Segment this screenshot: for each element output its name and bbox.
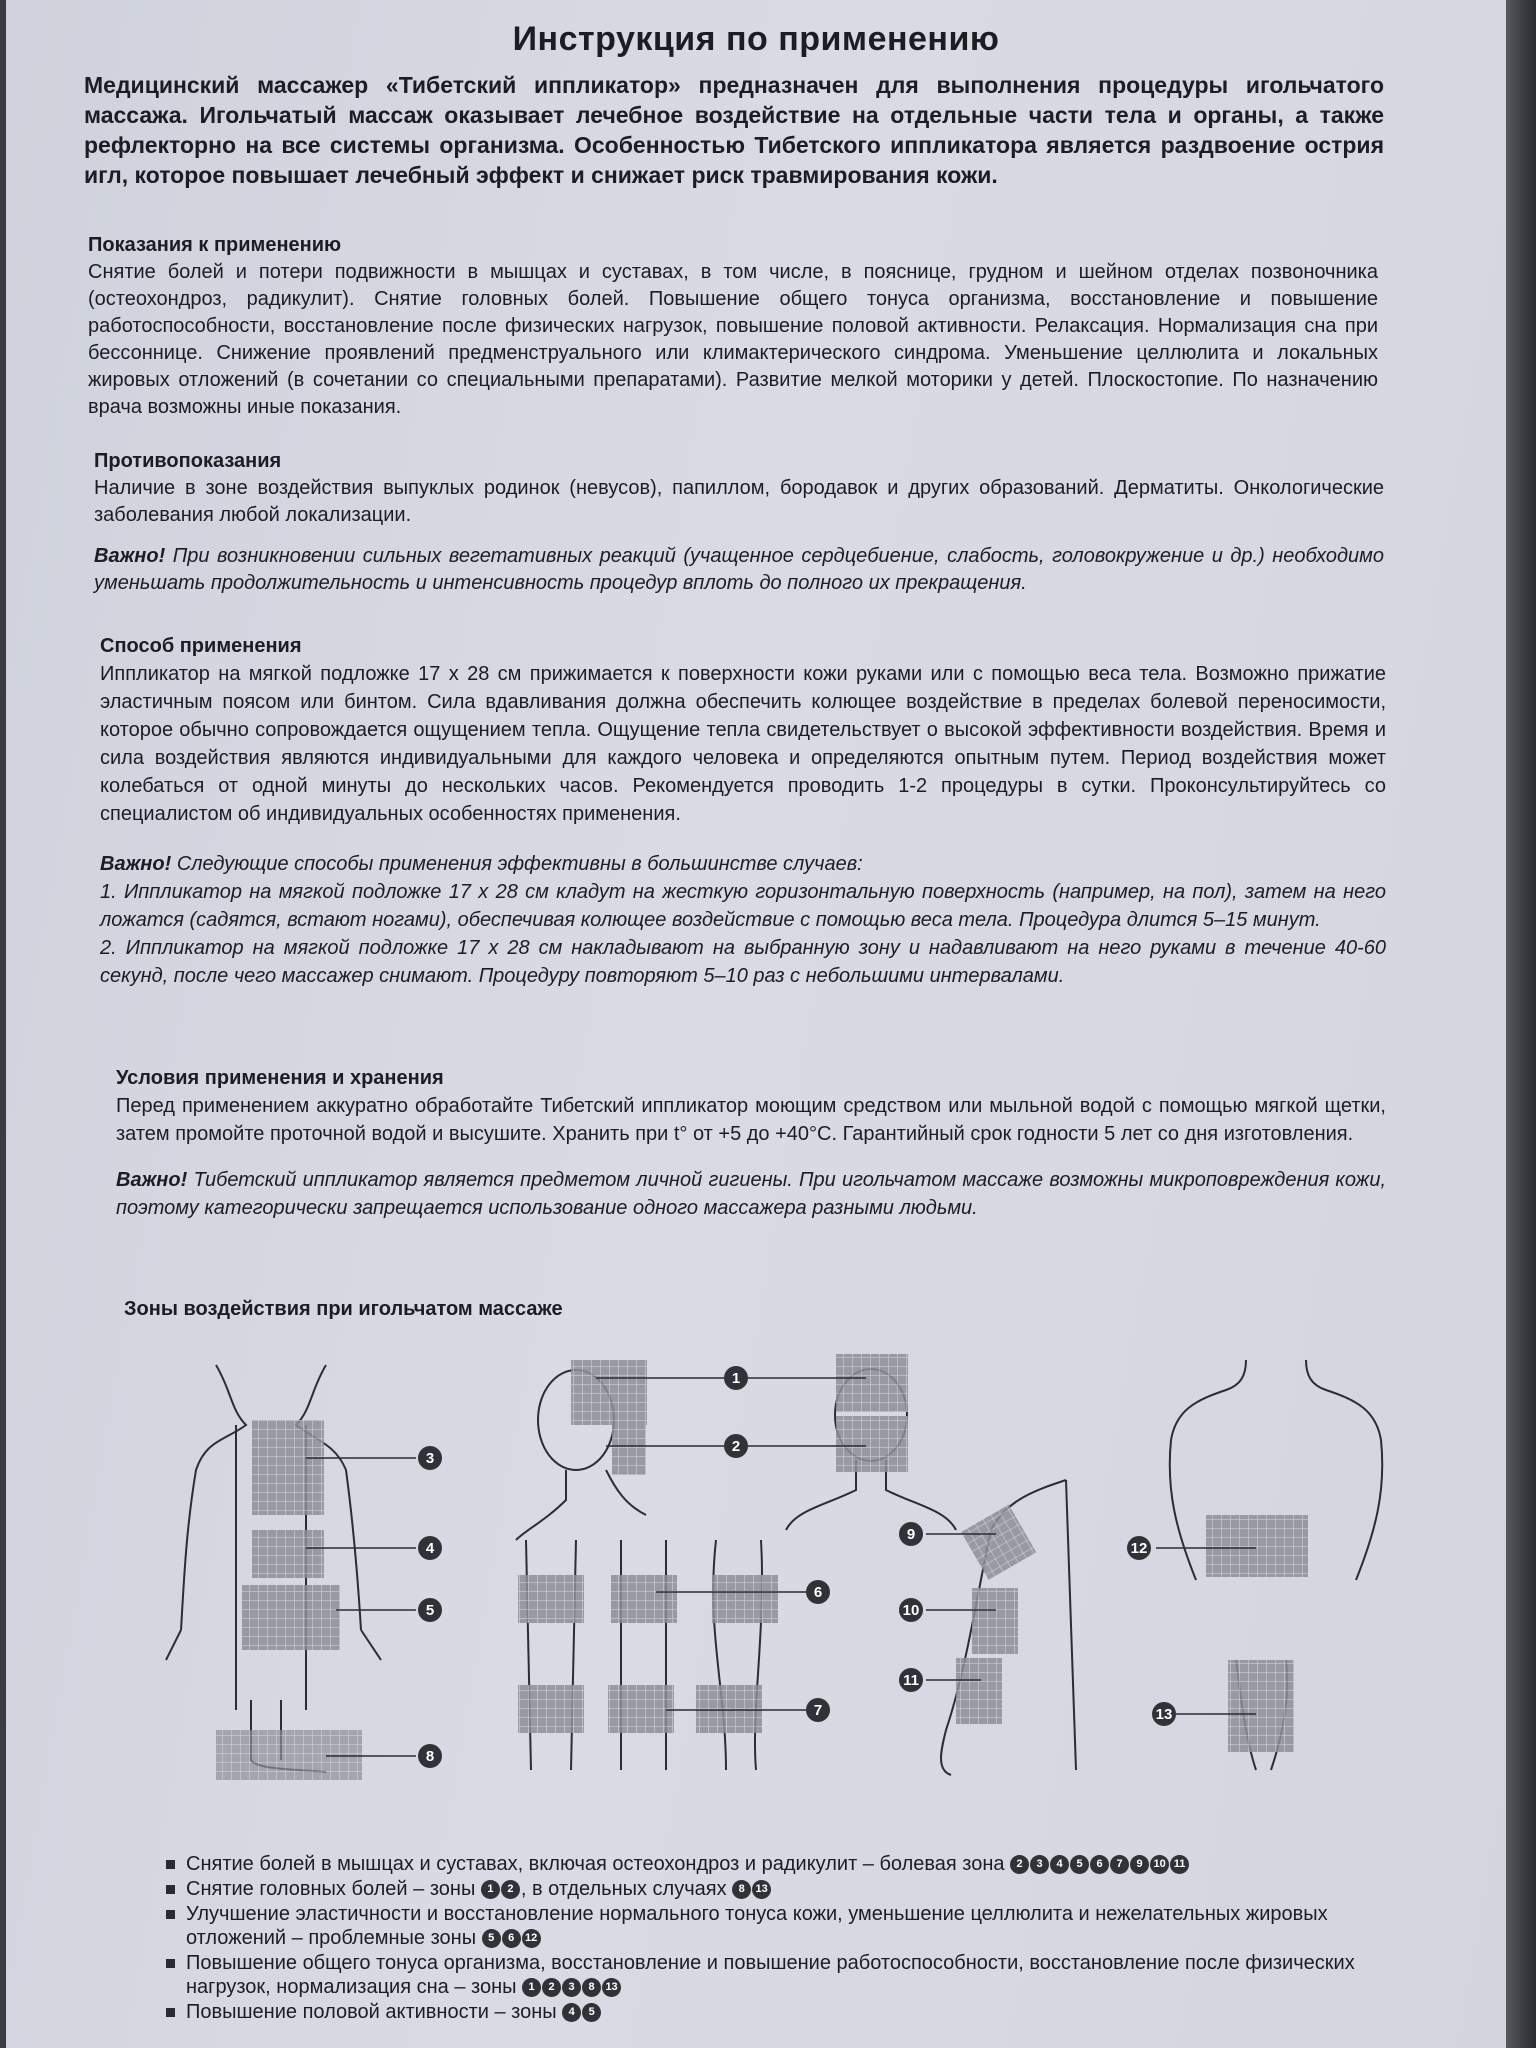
zone-badge: 5 xyxy=(1070,1855,1089,1874)
legend-item xyxy=(164,1902,1414,1950)
legend-item-text: Снятие болей в мышцах и суставах, включая остеохондроз и радикулит – болевая зона xyxy=(186,1853,1011,1875)
contraindications-text: Наличие в зоне воздействия выпуклых родинок (невусов), папиллом, бородавок и других образований. Дерматиты. Онкологические заболевания любой локализации. xyxy=(94,477,1384,526)
usage-important xyxy=(100,850,1386,990)
zone-8-grid xyxy=(216,1730,362,1780)
zone-6-grid xyxy=(518,1575,584,1623)
usage-section xyxy=(100,632,1386,990)
zone-9-grid xyxy=(961,1505,1036,1580)
svg-text:8: 8 xyxy=(425,1748,435,1765)
important-label: Важно! xyxy=(94,545,166,567)
legend-item xyxy=(164,1877,1414,1901)
legend-item-text: Снятие головных болей – зоны xyxy=(186,1878,481,1900)
zones-legend xyxy=(164,1852,1414,2025)
zone-marker-1 xyxy=(724,1366,748,1390)
svg-text:11: 11 xyxy=(903,1672,919,1689)
zones-heading: Зоны воздействия при игольчатом массаже xyxy=(124,1298,563,1320)
zone-badge: 9 xyxy=(1130,1855,1149,1874)
usage-heading: Способ применения xyxy=(100,635,302,657)
svg-text:12: 12 xyxy=(1130,1540,1148,1557)
usage-method-2: 2. Иппликатор на мягкой подложке 17 х 28 см накладывают на выбранную зону и надавливают на него руками в течение 40-60 секунд, после чего массажер снимают. Процедуру повторяют 5–10 раз с небольшими интервалами. xyxy=(100,937,1386,987)
zone-marker-2 xyxy=(724,1434,748,1458)
indications-text: Снятие болей и потери подвижности в мышцах и суставах, в том числе, в пояснице, грудном и шейном отделах позвоночника (остеохондроз, радикулит). Снятие головных болей. Повышение общего тонуса организма, восстановление и повышение работоспособности, восстановление после физических нагрузок, повышение половой активности. Релаксация. Нормализация сна при бессоннице. Снижение проявлений предменструального или климактерического синдрома. Уменьшение целлюлита и локальных жировых отложений (в сочетании со специальными препаратами). Развитие мелкой моторики у детей. Плоскостопие. По назначению врача возможны иные показания. xyxy=(88,261,1378,418)
legs-figure xyxy=(526,1540,762,1770)
zone-2-grid xyxy=(612,1425,646,1475)
storage-text: Перед применением аккуратно обработайте Тибетский иппликатор моющим средством или мыльной водой с помощью мягкой щетки, затем промойте проточной водой и высушите. Хранить при t° от +5 до +40°С. Гарантийный срок годности 5 лет со дня изготовления. xyxy=(116,1095,1386,1145)
important-text: При возникновении сильных вегетативных реакций (учащенное сердцебиение, слабость, головокружение и др.) необходимо уменьшать продолжительность и интенсивность процедур вплоть до полного их прекращения. xyxy=(94,545,1385,594)
zone-badge: 6 xyxy=(502,1929,521,1948)
zone-marker-7 xyxy=(806,1698,830,1722)
zone-badge: 5 xyxy=(582,2003,601,2022)
svg-text:13: 13 xyxy=(1155,1706,1173,1723)
zone-badge: 10 xyxy=(1150,1855,1169,1874)
svg-text:2: 2 xyxy=(731,1438,741,1455)
contraindications-section xyxy=(94,448,1384,597)
storage-important-text: Тибетский иппликатор является предметом личной гигиены. При игольчатом массаже возможны микроповреждения кожи, поэтому категорически запрещается использование одного массажера разными людьми. xyxy=(116,1169,1387,1219)
usage-text: Иппликатор на мягкой подложке 17 х 28 см прижимается к поверхности кожи руками или с помощью веса тела. Возможно прижатие эластичным поясом или бинтом. Сила вдавливания должна обеспечить колющее воздействие в пределах болевой переносимости, которое обычно сопровождается ощущением тепла. Ощущение тепла свидетельствует о высокой эффективности воздействия. Время и сила воздействия являются индивидуальными для каждого человека и определяются опытным путем. Период воздействия может колебаться от одной минуты до нескольких часов. Рекомендуется проводить 1-2 процедуры в сутки. Проконсультируйтесь со специалистом об индивидуальных особенностях применения. xyxy=(100,663,1386,825)
usage-method-1: 1. Иппликатор на мягкой подложке 17 х 28 см кладут на жесткую горизонтальную поверхность (например, на пол), затем на него ложатся (садятся, встают ногами), обеспечивая колющее воздействие с помощью веса тела. Процедура длится 5–15 минут. xyxy=(100,881,1386,931)
svg-text:3: 3 xyxy=(425,1450,435,1467)
zone-badge: 3 xyxy=(1030,1855,1049,1874)
svg-text:9: 9 xyxy=(906,1526,916,1543)
zone-marker-4 xyxy=(418,1536,442,1560)
zone-badge: 6 xyxy=(1090,1855,1109,1874)
svg-text:6: 6 xyxy=(813,1584,823,1601)
zone-11-grid xyxy=(956,1658,1002,1724)
zone-badge: 2 xyxy=(542,1978,561,1997)
legend-item xyxy=(164,1951,1414,1999)
zone-2b-grid xyxy=(836,1416,908,1472)
zone-6c-grid xyxy=(712,1575,778,1623)
svg-text:4: 4 xyxy=(425,1540,435,1557)
zone-marker-10 xyxy=(899,1598,923,1622)
zone-badge: 1 xyxy=(522,1978,541,1997)
table-edge xyxy=(1506,0,1536,2048)
svg-text:1: 1 xyxy=(731,1370,741,1387)
zone-10-grid xyxy=(972,1588,1018,1654)
zone-marker-3 xyxy=(418,1446,442,1470)
zone-5-grid xyxy=(242,1585,340,1650)
zone-1b-grid xyxy=(836,1354,908,1412)
zone-7-grid xyxy=(518,1685,584,1733)
usage-important-intro: Следующие способы применения эффективны в большинстве случаев: xyxy=(176,853,863,875)
storage-section xyxy=(116,1064,1386,1222)
legend-item-text: Повышение общего тонуса организма, восстановление и повышение работоспособности, восстановление после физических нагрузок, нормализация сна – зоны xyxy=(186,1952,1355,1998)
zone-marker-8 xyxy=(418,1744,442,1768)
indications-heading: Показания к применению xyxy=(88,234,342,256)
zone-1-grid xyxy=(571,1360,647,1425)
legend-item-text: , в отдельных случаях xyxy=(520,1878,733,1900)
zone-marker-13 xyxy=(1152,1702,1176,1726)
contraindications-important xyxy=(94,543,1384,597)
zone-marker-9 xyxy=(899,1522,923,1546)
zone-badge: 5 xyxy=(482,1929,501,1948)
zone-3-grid xyxy=(252,1420,324,1515)
zone-marker-12 xyxy=(1127,1536,1151,1560)
legend-item-text: Повышение половой активности – зоны xyxy=(186,2001,563,2023)
instruction-sheet xyxy=(6,0,1506,2048)
zone-marker-11 xyxy=(899,1668,923,1692)
zone-12-grid xyxy=(1206,1515,1308,1577)
zone-badge: 2 xyxy=(501,1880,520,1899)
legend-item-text: Улучшение эластичности и восстановление нормального тонуса кожи, уменьшение целлюлита и нежелательных жировых отложений – проблемные зоны xyxy=(186,1903,1328,1949)
zone-badge: 11 xyxy=(1170,1855,1189,1874)
svg-text:5: 5 xyxy=(425,1602,435,1619)
important-label: Важно! xyxy=(100,853,172,875)
zone-badge: 12 xyxy=(522,1929,541,1948)
zone-4-grid xyxy=(252,1530,324,1578)
zone-badge: 1 xyxy=(481,1880,500,1899)
storage-important xyxy=(116,1166,1386,1222)
indications-section xyxy=(88,232,1378,421)
zone-6b-grid xyxy=(611,1575,677,1623)
svg-text:7: 7 xyxy=(813,1702,823,1719)
zone-13-grid xyxy=(1228,1660,1294,1752)
zone-badge: 13 xyxy=(752,1880,771,1899)
intro-paragraph: Медицинский массажер «Тибетский иппликатор» предназначен для выполнения процедуры игольчатого массажа. Игольчатый массаж оказывает лечебное воздействие на отдельные части тела и органы, а также рефлекторно на все системы организма. Особенностью Тибетского иппликатора является раздвоение острия игл, которое повышает лечебный эффект и снижает риск травмирования кожи. xyxy=(84,72,1384,188)
legend-item xyxy=(164,2000,1414,2024)
zone-marker-6 xyxy=(806,1580,830,1604)
zone-badge: 8 xyxy=(582,1978,601,1997)
zone-badge: 8 xyxy=(732,1880,751,1899)
zone-badge: 7 xyxy=(1110,1855,1129,1874)
zone-badge: 3 xyxy=(562,1978,581,1997)
legend-item xyxy=(164,1852,1414,1876)
zone-7b-grid xyxy=(608,1685,674,1733)
zone-marker-5 xyxy=(418,1598,442,1622)
zone-badge: 4 xyxy=(1050,1855,1069,1874)
zone-badge: 13 xyxy=(602,1978,621,1997)
svg-text:10: 10 xyxy=(902,1602,920,1619)
important-label: Важно! xyxy=(116,1169,188,1191)
zone-badge: 4 xyxy=(562,2003,581,2022)
page-title: Инструкция по применению xyxy=(512,20,1000,58)
storage-heading: Условия применения и хранения xyxy=(116,1067,444,1089)
zones-illustration xyxy=(6,1330,1506,1790)
zone-badge: 2 xyxy=(1010,1855,1029,1874)
contraindications-heading: Противопоказания xyxy=(94,450,282,472)
zone-7c-grid xyxy=(696,1685,762,1733)
